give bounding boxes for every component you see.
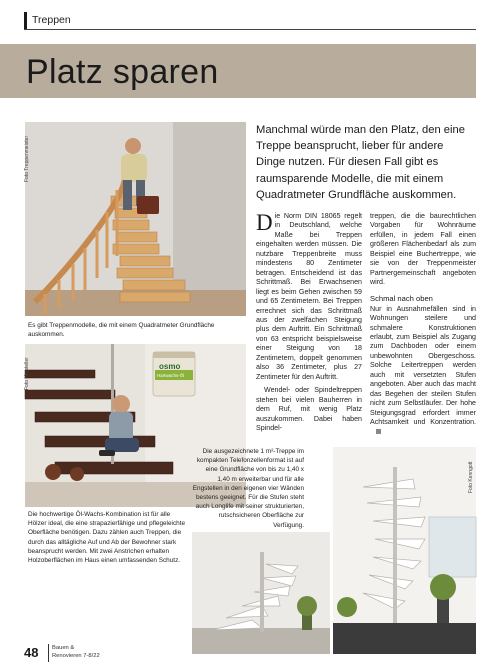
photo-caption: Die ausgezeichnete 1 m²-Treppe im kompakten Telefonzellenformat ist auf eine Grundfläche von bis zu 1,40 x 1,40 m erweiterbar und für alle Engstellen in den eigenen vier Wänden bestens geeignet. Für die Stufen steht auch Longlife mit seiner strukturierten, rutschsicheren Oberfläche zur Verfügung. <box>192 448 304 529</box>
body-paragraph: ie Norm DIN 18065 regelt in Deutschland, welche Maße bei Treppen eingehalten werden müssen. Die nutzbare Treppenbreite muss mindestens 80 Zentimeter betragen. Entscheidend ist das Schrittmaß. Bei Erwachsenen liegt es beim Gehen zwischen 59 und 65 Zentimetern. Bei Treppen errechnet sich das Schrittmaß aus der zwelfachen Steigung plus dem Auftritt. Ein Schrittmaß von 63 entspricht beispielsweise einer Steigung von 18 Zentimetern, doppelt genommen also 36 Zentimeter, plus 27 Zentimeter für den Auftritt. <box>256 212 362 381</box>
section-tag: Treppen <box>24 12 71 29</box>
body-paragraph: treppen, die die baurechtlichen Vorgaben für Wohnräume erfüllen, in jedem Fall einen größeren Flächenbedarf als zum Beispiel eine Buchertreppe, wie sie von der Treppenmeister Partnergemeinschaft angeboten wird. <box>370 212 476 287</box>
magazine-name <box>52 645 100 660</box>
dropcap: D <box>256 210 273 235</box>
magazine-title: Bauen & <box>52 645 75 651</box>
body-column-2 <box>370 212 476 437</box>
page-title: Platz sparen <box>26 53 219 91</box>
page-number: 48 <box>24 645 39 660</box>
stair-hall-illustration <box>333 447 476 654</box>
section-divider <box>24 29 476 30</box>
tin-label: Hartwachs-Öl <box>157 373 185 378</box>
end-mark-icon <box>376 429 381 434</box>
photo-caption: Die hochwertige Öl-Wachs-Kombination ist für alle Hölzer ideal, die eine strapazierfähige und pflegeleichte Oberfläche benötigen. Dazu zählen auch Treppen, die durch das alltägliche Auf und Ab der Bewohner stark beansprucht werden. Mit zwei Anstrichen erhalten Holzoberflächen im Haus einen umfassenden Schutz. <box>28 511 186 565</box>
footer-divider <box>48 644 49 662</box>
magazine-issue: Renovieren 7-8/22 <box>52 652 100 659</box>
lead-paragraph: Manchmal würde man den Platz, den eine Treppe beansprucht, lieber für andere Dinge nutzen. Für diesen Fall gibt es raumsparende Modelle, die mit einem Quadratmeter Grundfläche auskommen. <box>256 124 465 201</box>
photo-caption: Es gibt Treppenmodelle, die mit einem Quadratmeter Grundfläche auskommen. <box>28 322 215 339</box>
photo-spiral-staircase <box>192 532 330 654</box>
body-column-1 <box>256 212 362 433</box>
tin-brand: osmo <box>159 362 181 371</box>
body-paragraph: Wendel- oder Spindeltreppen stehen bei vielen Bauherren in dem Ruf, mit wenig Platz auszukommen. Dabei haben Spindel- <box>256 386 362 432</box>
staircase-illustration <box>25 122 246 316</box>
photo-wooden-staircase <box>25 122 246 316</box>
subheading: Schmal nach oben <box>370 293 433 303</box>
body-paragraph: Nur in Ausnahmefällen sind in Wohnungen steilere und schmalere Konstruktionen erlaubt, zum Beispiel als Zugang zum Dachboden oder einem unbewohnten Obergeschoss. Solche Leitertreppen werden auch mit versetzten Stufen angeboten. Aber auch das macht das Begehen der steilen Stufen nicht zum Selbstläufer. Der hohe Steigungsgrad erfordert immer Achtsamkeit und Konzentration. <box>370 305 476 437</box>
photo-credit: Foto Kenngott <box>468 461 474 493</box>
photo-stair-hall <box>333 447 476 654</box>
photo-credit: Foto Hersteller <box>24 357 30 390</box>
photo-credit: Foto Treppenmeister <box>24 135 30 182</box>
spiral-stair-illustration <box>192 532 330 654</box>
